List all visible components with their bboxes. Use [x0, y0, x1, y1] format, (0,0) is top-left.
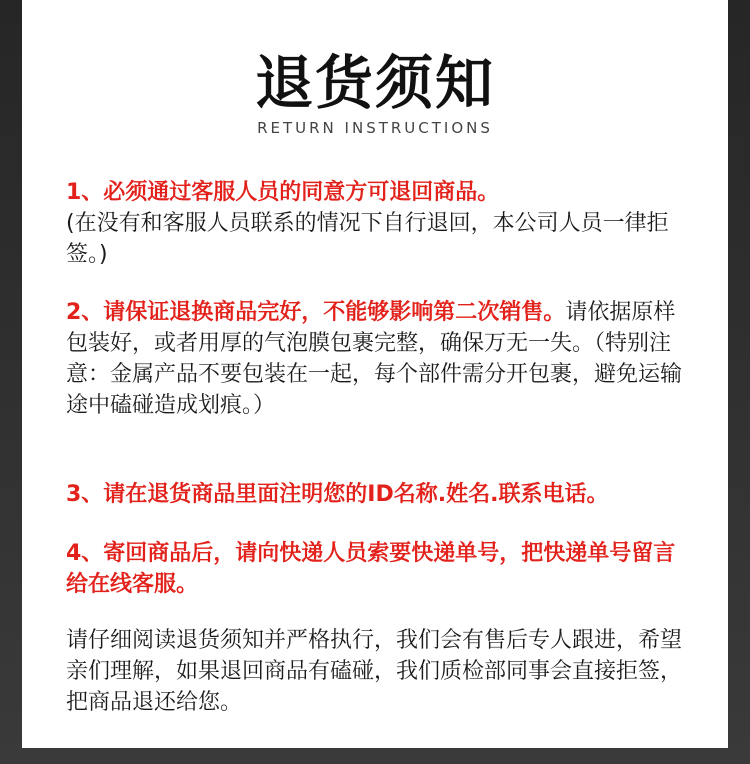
- rule-3: [66, 479, 696, 510]
- page-title: 退货须知: [254, 49, 495, 117]
- closing-note: 请仔细阅读退货须知并严格执行，我们会有售后专人跟进，希望亲们理解，如果退回商品有磕碰，我们质检部同事会直接拒签，把商品退还给您。: [66, 628, 683, 715]
- rule-3-emphasis: 3、请在退货商品里面注明您的ID名称.姓名.联系电话。: [66, 482, 609, 507]
- rule-2-emphasis: 2、请保证退换商品完好，不能够影响第二次销售。: [66, 300, 566, 325]
- rule-4-emphasis: 4、寄回商品后，请向快递人员索要快递单号，把快递单号留言给在线客服。: [66, 541, 676, 597]
- rule-1: [66, 177, 696, 270]
- rule-1-emphasis: 1、必须通过客服人员的同意方可退回商品。: [66, 180, 500, 205]
- page-subtitle: RETURN INSTRUCTIONS: [257, 119, 493, 137]
- rule-2-note: 请依据原样包装好，或者用厚的气泡膜包裹完整，确保万无一失。（特别注意：金属产品不要包装在一起，每个部件需分开包裹，避免运输途中磕碰造成划痕。）: [66, 300, 683, 418]
- rule-1-note: (在没有和客服人员联系的情况下自行退回，本公司人员一律拒签。): [66, 211, 669, 267]
- rule-4: [66, 538, 696, 600]
- rule-2: [66, 297, 696, 421]
